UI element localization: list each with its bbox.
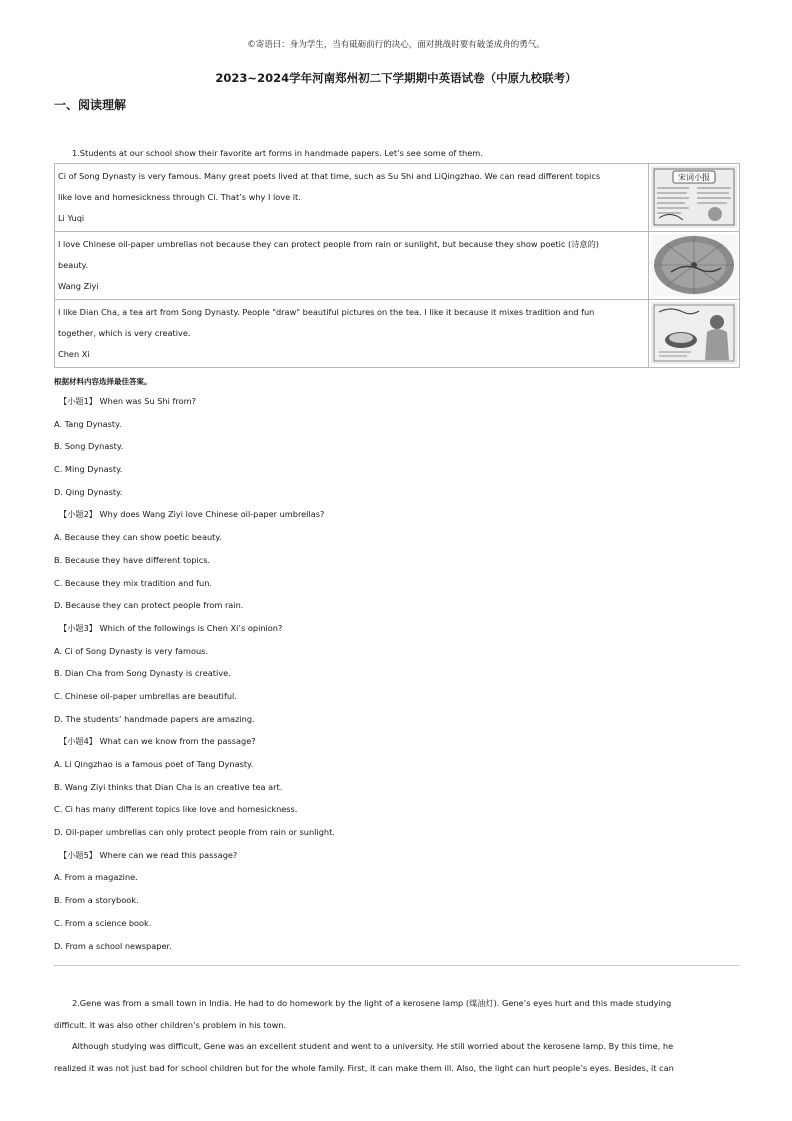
option-b[interactable]: B. Because they have different topics. [54,554,211,565]
table-row [55,300,740,368]
table-cell [55,232,649,300]
question-stem: 【小题5】 Where can we read this passage? [59,849,238,860]
passage2-line: difficult. It was also other children’s problem in his town. [54,1019,287,1030]
option-b[interactable]: B. Song Dynasty. [54,441,124,452]
table-row [55,232,740,300]
option-a[interactable]: A. Tang Dynasty. [54,418,122,429]
option-d[interactable]: D. The students’ handmade papers are amazing. [54,713,255,724]
option-b[interactable]: B. From a storybook. [54,895,139,906]
option-a[interactable]: A. Ci of Song Dynasty is very famous. [54,645,209,656]
section-heading: 一、阅读理解 [54,98,127,112]
row-text: Ci of Song Dynasty is very famous. Many great poets lived at that time, such as Su Shi and LiQingzhao. We can read different topics [58,171,601,181]
row-text: beauty. [58,260,88,270]
umbrella-image [651,234,737,296]
divider [54,965,740,966]
option-c[interactable]: C. From a science book. [54,917,152,928]
option-d[interactable]: D. Oil-paper umbrellas can only protect people from rain or sunlight. [54,827,335,838]
tea-art-poster-image [651,302,737,364]
row-author: Chen Xi [58,349,90,359]
option-a[interactable]: A. Because they can show poetic beauty. [54,532,222,543]
passage2-line: Although studying was difficult, Gene was an excellent student and went to a university. He still worried about the kerosene lamp. By this time, he [72,1041,674,1051]
passage1-table [54,163,740,368]
option-a[interactable]: A. Li Qingzhao is a famous poet of Tang Dynasty. [54,759,254,769]
table-cell [55,164,649,232]
table-cell [649,300,740,368]
table-row [55,164,740,232]
option-b[interactable]: B. Dian Cha from Song Dynasty is creative. [54,668,231,679]
option-c[interactable]: C. Because they mix tradition and fun. [54,577,212,588]
row-text: together, which is very creative. [58,328,191,338]
row-text: I love Chinese oil-paper umbrellas not because they can protect people from rain or sunlight, but because they show poetic (诗意的) [58,239,599,249]
motto: ©寄语曰：身为学生，当有砥砺前行的决心，面对挑战时要有破釜成舟的勇气。 [247,40,545,50]
passage2-line: 2.Gene was from a small town in India. He had to do homework by the light of a kerosene lamp (煤油灯). Gene’s eyes hurt and this made studying [72,998,672,1008]
row-author: Li Yuqi [58,213,85,223]
question-stem: 【小题4】 What can we know from the passage? [59,736,256,747]
row-author: Wang Ziyi [58,281,99,291]
option-c[interactable]: C. Ci has many different topics like love and homesickness. [54,804,298,815]
row-text: like love and homesickness through Ci. That’s why I love it. [58,192,301,202]
image-title-text: 宋词小报 [678,173,710,182]
songci-newspaper-image [651,166,737,228]
question-list [54,394,744,961]
passage2 [54,993,734,1079]
table-cell [55,300,649,368]
option-d[interactable]: D. From a school newspaper. [54,940,172,951]
option-d[interactable]: D. Qing Dynasty. [54,486,123,497]
passage1-intro: 1.Students at our school show their favorite art forms in handmade papers. Let’s see some of them. [72,148,483,158]
option-d[interactable]: D. Because they can protect people from rain. [54,600,244,611]
question-stem: 【小题2】 Why does Wang Ziyi love Chinese oil-paper umbrellas? [59,509,325,520]
row-text: I like Dian Cha, a tea art from Song Dynasty. People "draw" beautiful pictures on the tea. I like it because it mixes tradition and fun [58,307,595,317]
table-cell [649,232,740,300]
passage2-line: realized it was not just bad for school children but for the whole family. First, it can make them ill. Also, the light can hurt people’s eyes. Besides, it can [54,1062,674,1073]
table-cell [649,164,740,232]
option-b[interactable]: B. Wang Ziyi thinks that Dian Cha is an creative tea art. [54,781,283,792]
question-stem: 【小题3】 Which of the followings is Chen Xi’s opinion? [59,622,283,633]
option-c[interactable]: C. Chinese oil-paper umbrellas are beautiful. [54,690,237,701]
option-a[interactable]: A. From a magazine. [54,872,138,883]
page-title: 2023~2024学年河南郑州初二下学期期中英语试卷（中原九校联考） [215,71,577,85]
instruction-note: 根据材料内容选择最佳答案。 [54,377,152,386]
option-c[interactable]: C. Ming Dynasty. [54,464,123,475]
question-stem: 【小题1】 When was Su Shi from? [59,396,196,406]
